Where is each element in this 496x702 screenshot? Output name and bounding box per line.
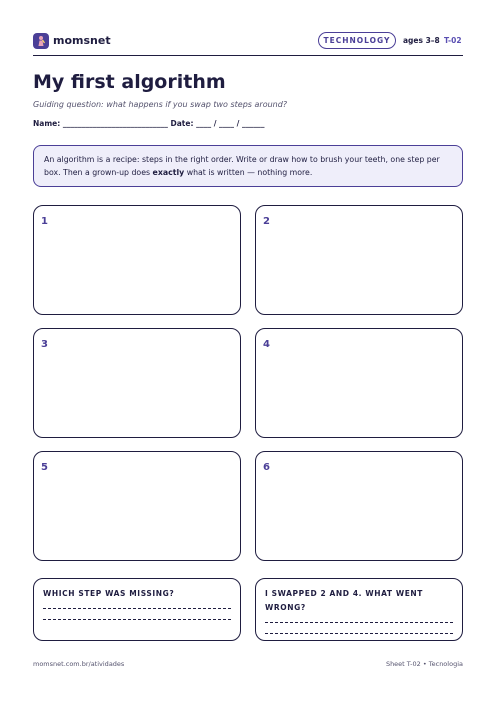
- date-label: Date:: [170, 119, 194, 128]
- age-range: ages 3–8: [403, 36, 440, 45]
- step-number: 6: [263, 462, 270, 473]
- footer-sheet-info: Sheet T-02 • Tecnologia: [385, 660, 463, 668]
- guiding-question: Guiding question: what happens if you swap two steps around?: [33, 100, 288, 109]
- step-box-6[interactable]: [255, 451, 463, 561]
- sheet-code: T-02: [444, 36, 462, 45]
- step-number: 1: [41, 216, 48, 227]
- page-title: My first algorithm: [33, 71, 226, 93]
- question-label: WHICH STEP WAS MISSING?: [43, 589, 175, 598]
- step-number: 5: [41, 462, 48, 473]
- brand-name: momsnet: [53, 34, 111, 47]
- answer-line[interactable]: [265, 633, 453, 634]
- instruction-emphasis: exactly: [152, 168, 185, 177]
- question-box-missing-step[interactable]: [33, 578, 241, 641]
- answer-line[interactable]: [43, 619, 231, 620]
- date-blank[interactable]: ____ / ____ / ______: [196, 119, 265, 128]
- logo-icon: [33, 33, 49, 49]
- footer-url[interactable]: momsnet.com.br/atividades: [33, 660, 125, 668]
- instruction-text-end: what is written — nothing more.: [184, 168, 313, 177]
- step-box-2[interactable]: [255, 205, 463, 315]
- answer-line[interactable]: [265, 622, 453, 623]
- step-number: 2: [263, 216, 270, 227]
- question-label: I SWAPPED 2 AND 4. WHAT WENT WRONG?: [265, 589, 424, 612]
- name-date-line: [33, 119, 265, 129]
- answer-line[interactable]: [43, 608, 231, 609]
- name-blank[interactable]: ____________________________: [62, 119, 168, 128]
- step-box-4[interactable]: [255, 328, 463, 438]
- step-box-5[interactable]: [33, 451, 241, 561]
- question-box-swap[interactable]: [255, 578, 463, 641]
- step-box-1[interactable]: [33, 205, 241, 315]
- instruction-text: An algorithm is a recipe: steps in the right order. Write or draw how to brush your teeth, one step per box. Then a grown-up does: [44, 155, 440, 177]
- name-label: Name:: [33, 119, 61, 128]
- header-divider: [33, 55, 463, 56]
- instruction-box: [33, 145, 463, 187]
- step-box-3[interactable]: [33, 328, 241, 438]
- logo-figure-icon: [33, 33, 49, 49]
- step-number: 4: [263, 339, 270, 350]
- subject-badge: TECHNOLOGY: [318, 32, 396, 49]
- step-number: 3: [41, 339, 48, 350]
